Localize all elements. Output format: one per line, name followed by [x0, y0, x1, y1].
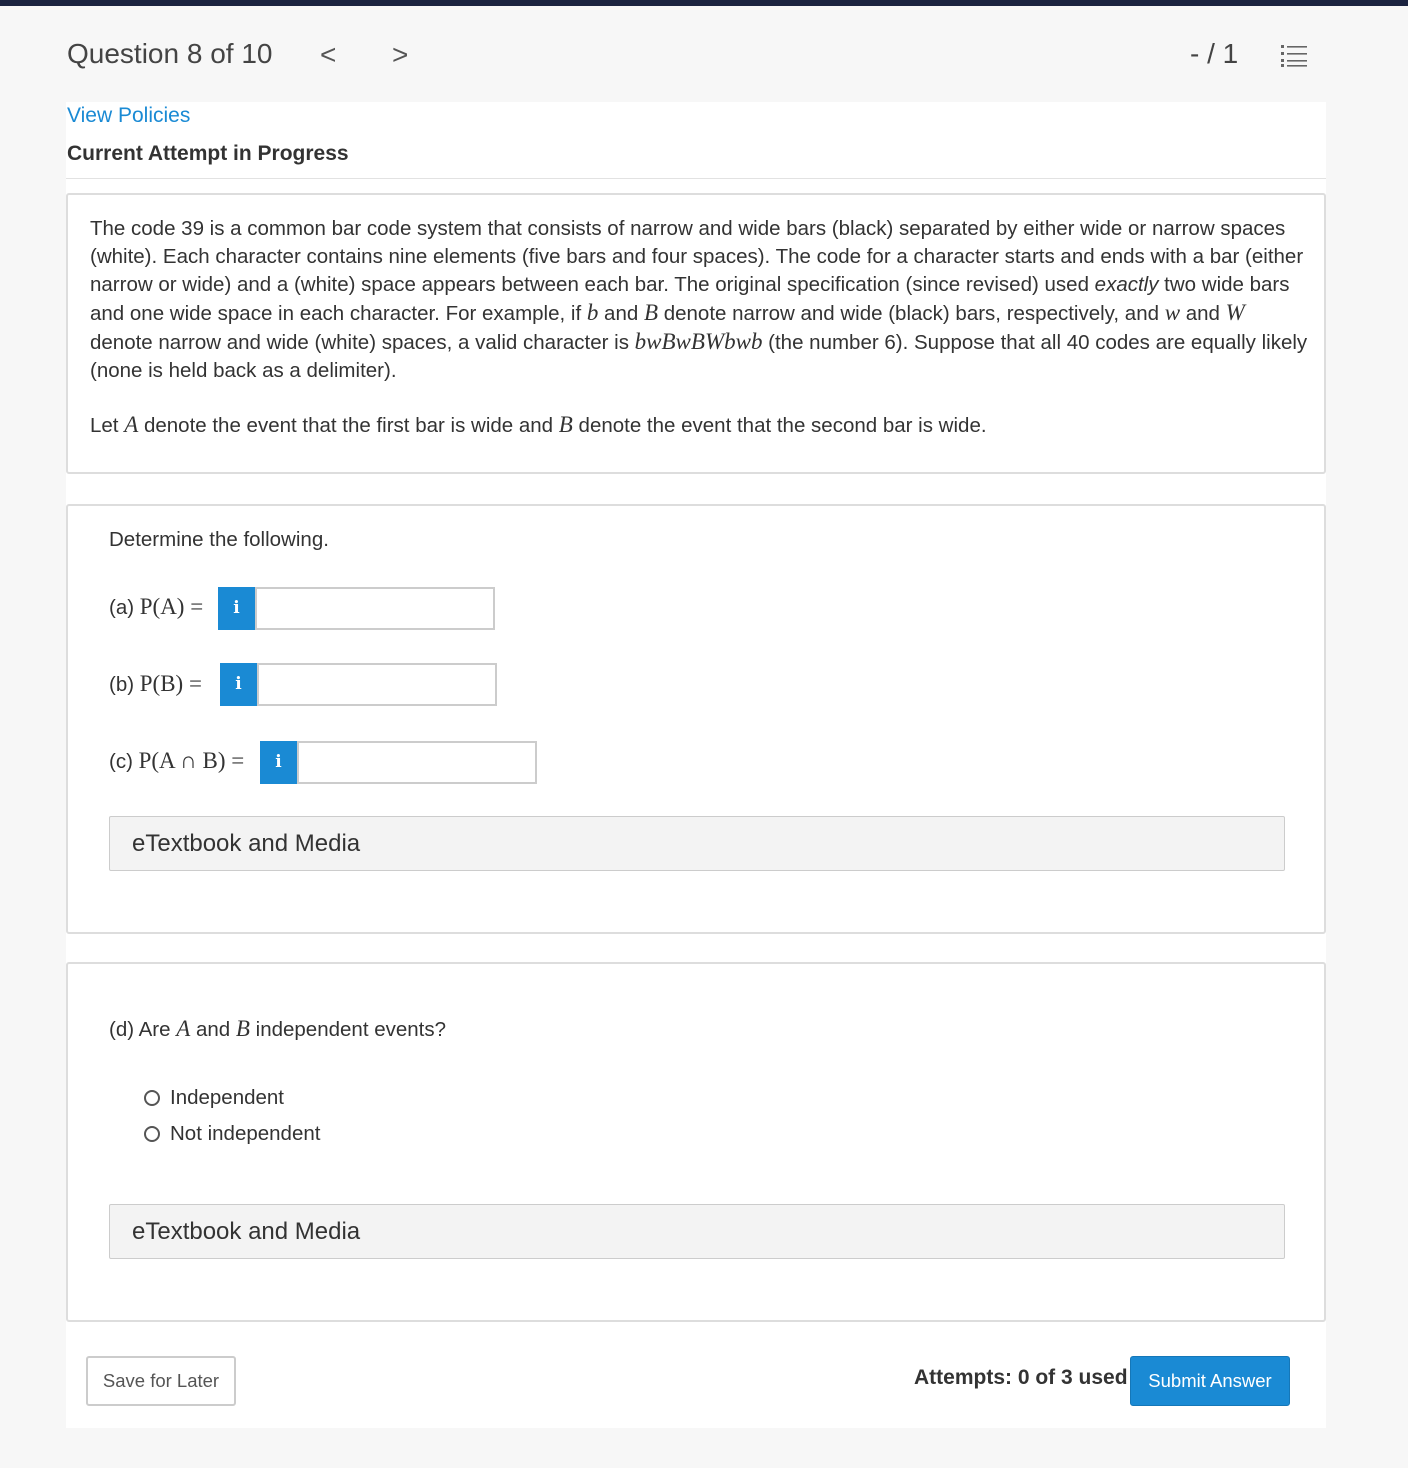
- etextbook-media-button[interactable]: eTextbook and Media: [109, 816, 1285, 871]
- label-c: (c) P(A ∩ B) =: [109, 748, 245, 773]
- question-list-icon[interactable]: [1280, 44, 1308, 68]
- label-a: (a) P(A) =: [109, 594, 204, 619]
- info-icon[interactable]: i: [220, 663, 257, 706]
- etextbook-media-button[interactable]: eTextbook and Media: [109, 1204, 1285, 1259]
- radio-circle-icon[interactable]: [144, 1126, 160, 1142]
- next-question-button[interactable]: >: [392, 39, 409, 70]
- label-b: (b) P(B) =: [109, 671, 202, 696]
- question-counter: Question 8 of 10: [67, 38, 273, 69]
- view-policies-link[interactable]: View Policies: [67, 104, 191, 127]
- label-d: (d) Are A and B independent events?: [109, 1016, 447, 1041]
- stem-paragraph-1: The code 39 is a common bar code system that consists of narrow and wide bars (black) separated by either wide or narrow spaces (white). Each character contains nine elements (five bars and four spaces). The code for a character starts and ends with a bar (either narrow or wide) and a (white) space appears between each bar. The original specification (since revised) used exactly two wide bars and one wide space in each character. For example, if b and B denote narrow and wide (black) bars, respectively, and w and W denote narrow and wide (white) spaces, a valid character is bwBwBWbwb (the number 6). Suppose that all 40 codes are equally likely (none is held back as a delimiter).: [90, 217, 1308, 382]
- previous-question-button[interactable]: <: [320, 39, 337, 70]
- info-icon[interactable]: i: [260, 741, 297, 784]
- divider: [66, 178, 1326, 179]
- answer-a-input[interactable]: [255, 587, 495, 630]
- part-d: [66, 962, 1326, 1322]
- question-stem: [66, 193, 1326, 474]
- part-instruction: Determine the following.: [109, 528, 329, 551]
- attempts-counter: Attempts: 0 of 3 used: [914, 1366, 1128, 1389]
- save-for-later-button[interactable]: Save for Later: [86, 1356, 236, 1406]
- answer-c-input[interactable]: [297, 741, 537, 784]
- radio-option-not-independent[interactable]: Not independent: [144, 1122, 320, 1146]
- part-abc: [66, 504, 1326, 934]
- radio-circle-icon[interactable]: [144, 1090, 160, 1106]
- question-header: [0, 6, 1408, 102]
- stem-paragraph-2: Let A denote the event that the first bar is wide and B denote the event that the second bar is wide.: [90, 412, 987, 437]
- submit-answer-button[interactable]: Submit Answer: [1130, 1356, 1290, 1406]
- score-display: - / 1: [1190, 38, 1239, 69]
- attempt-status: Current Attempt in Progress: [67, 142, 349, 165]
- answer-b-input[interactable]: [257, 663, 497, 706]
- info-icon[interactable]: i: [218, 587, 255, 630]
- radio-option-independent[interactable]: Independent: [144, 1086, 284, 1110]
- question-content: [66, 102, 1326, 1428]
